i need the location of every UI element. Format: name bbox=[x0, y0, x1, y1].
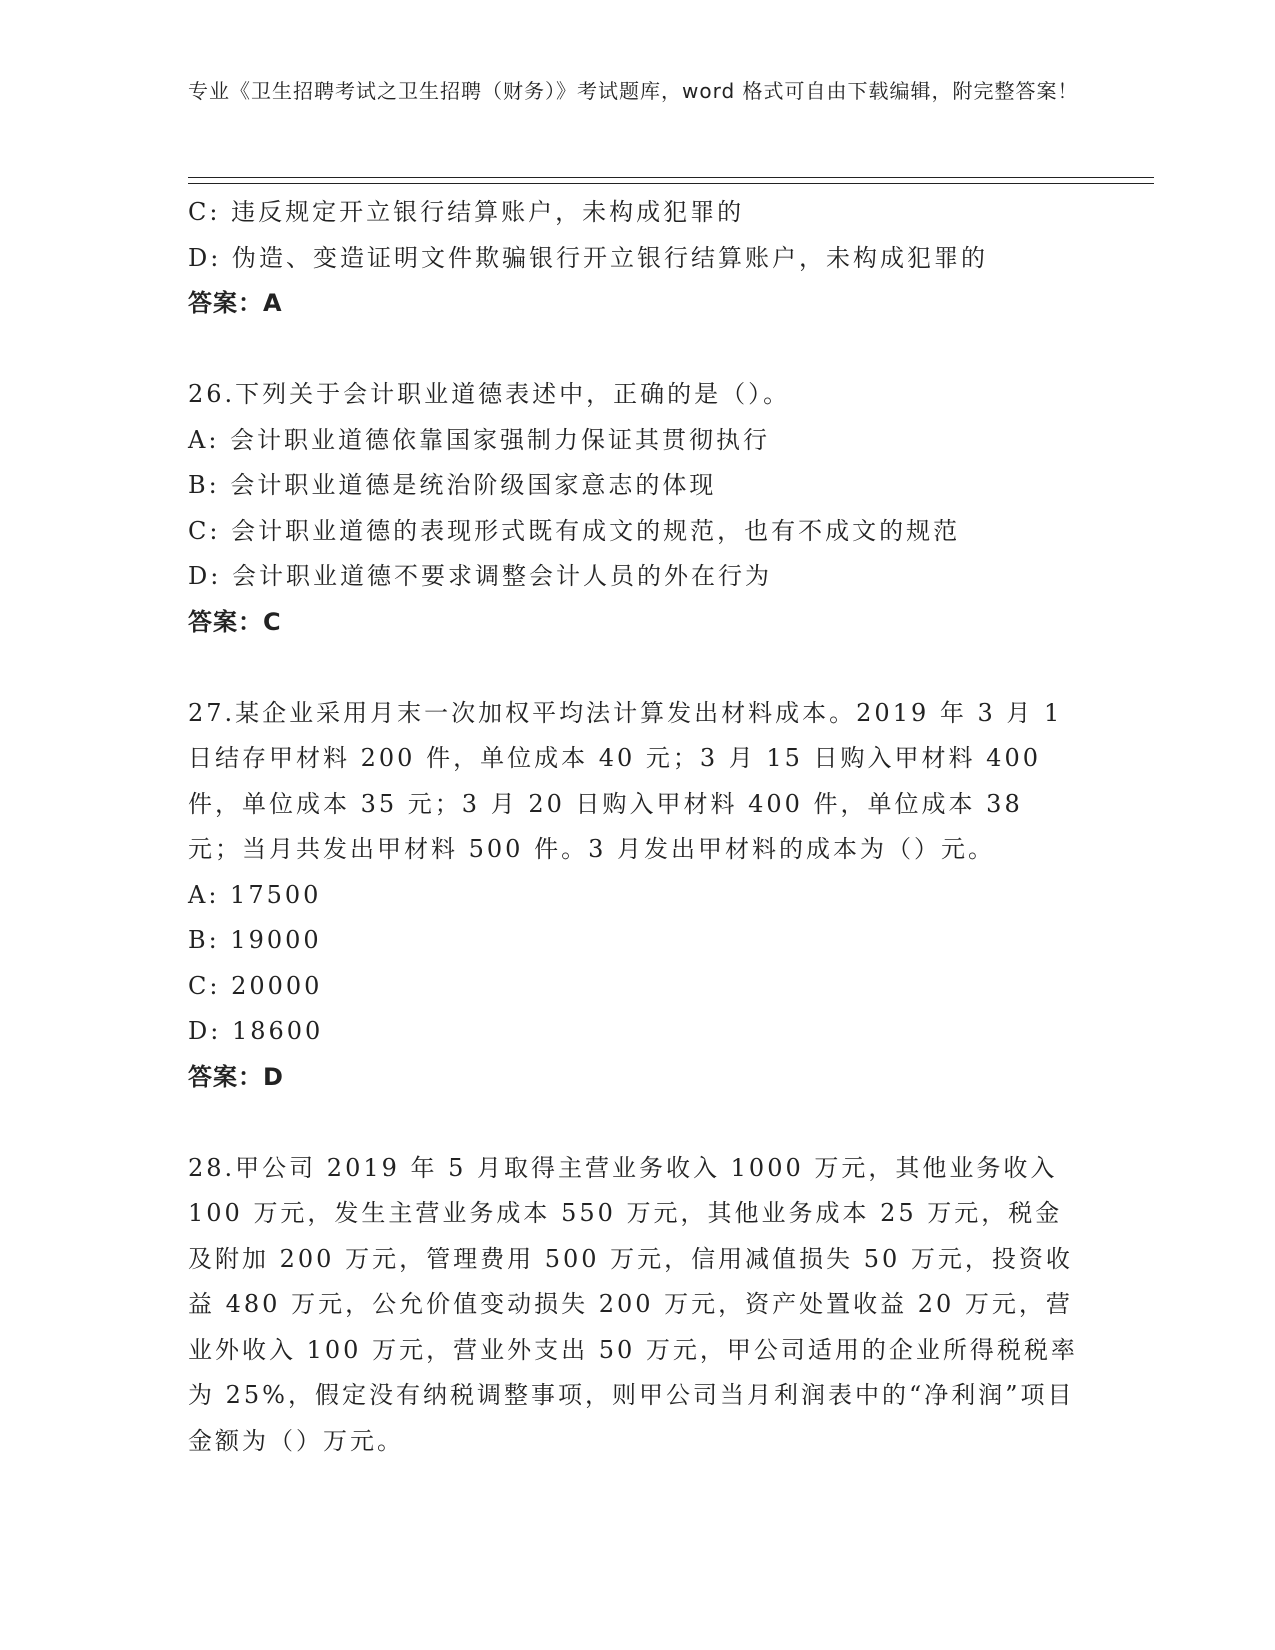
question-25-tail bbox=[188, 190, 1078, 327]
option-c: C: 20000 bbox=[188, 971, 323, 1000]
option-d: D: 会计职业道德不要求调整会计人员的外在行为 bbox=[188, 562, 772, 590]
document-header bbox=[188, 76, 1088, 107]
option-a: A: 会计职业道德依靠国家强制力保证其贯彻执行 bbox=[188, 425, 771, 454]
header-text: 专业《卫生招聘考试之卫生招聘（财务）》考试题库，word 格式可自由下载编辑，附完整答案！ bbox=[188, 79, 1079, 103]
answer-line: 答案：D bbox=[188, 1062, 284, 1091]
question-28 bbox=[188, 1146, 1078, 1465]
option-d: D: 伪造、变造证明文件欺骗银行开立银行结算账户，未构成犯罪的 bbox=[188, 243, 988, 272]
document-body bbox=[188, 190, 1078, 1464]
answer-line: 答案：C bbox=[188, 607, 282, 636]
option-d: D: 18600 bbox=[188, 1017, 324, 1045]
answer-line: 答案：A bbox=[188, 289, 283, 317]
option-c: C: 会计职业道德的表现形式既有成文的规范，也有不成文的规范 bbox=[188, 516, 961, 545]
question-stem: 27.某企业采用月末一次加权平均法计算发出材料成本。2019 年 3 月 1 日结存甲材料 200 件，单位成本 40 元；3 月 15 日购入甲材料 400 件，单位成本 35 元；3 月 20 日购入甲材料 400 件，单位成本 38 元；当月共发出甲材料 500 件。3 月发出甲材料的成本为（）元。 bbox=[188, 698, 1063, 863]
option-b: B: 会计职业道德是统治阶级国家意志的体现 bbox=[188, 471, 717, 499]
option-b: B: 19000 bbox=[188, 926, 322, 954]
question-27 bbox=[188, 691, 1078, 1101]
header-divider-bottom bbox=[188, 183, 1154, 184]
option-a: A: 17500 bbox=[188, 880, 322, 909]
question-26 bbox=[188, 372, 1078, 645]
header-divider-top bbox=[188, 177, 1154, 178]
question-stem: 28.甲公司 2019 年 5 月取得主营业务收入 1000 万元，其他业务收入 100 万元，发生主营业务成本 550 万元，其他业务成本 25 万元，税金及附加 200 万元，管理费用 500 万元，信用减值损失 50 万元，投资收益 480 万元，公允价值变动损失 200 万元，资产处置收益 20 万元，营业外收入 100 万元，营业外支出 50 万元，甲公司适用的企业所得税税率为 25%，假定没有纳税调整事项，则甲公司当月利润表中的“净利润”项目金额为（）万元。 bbox=[188, 1153, 1078, 1455]
option-c: C: 违反规定开立银行结算账户，未构成犯罪的 bbox=[188, 198, 745, 226]
question-stem: 26.下列关于会计职业道德表述中，正确的是（）。 bbox=[188, 380, 791, 408]
